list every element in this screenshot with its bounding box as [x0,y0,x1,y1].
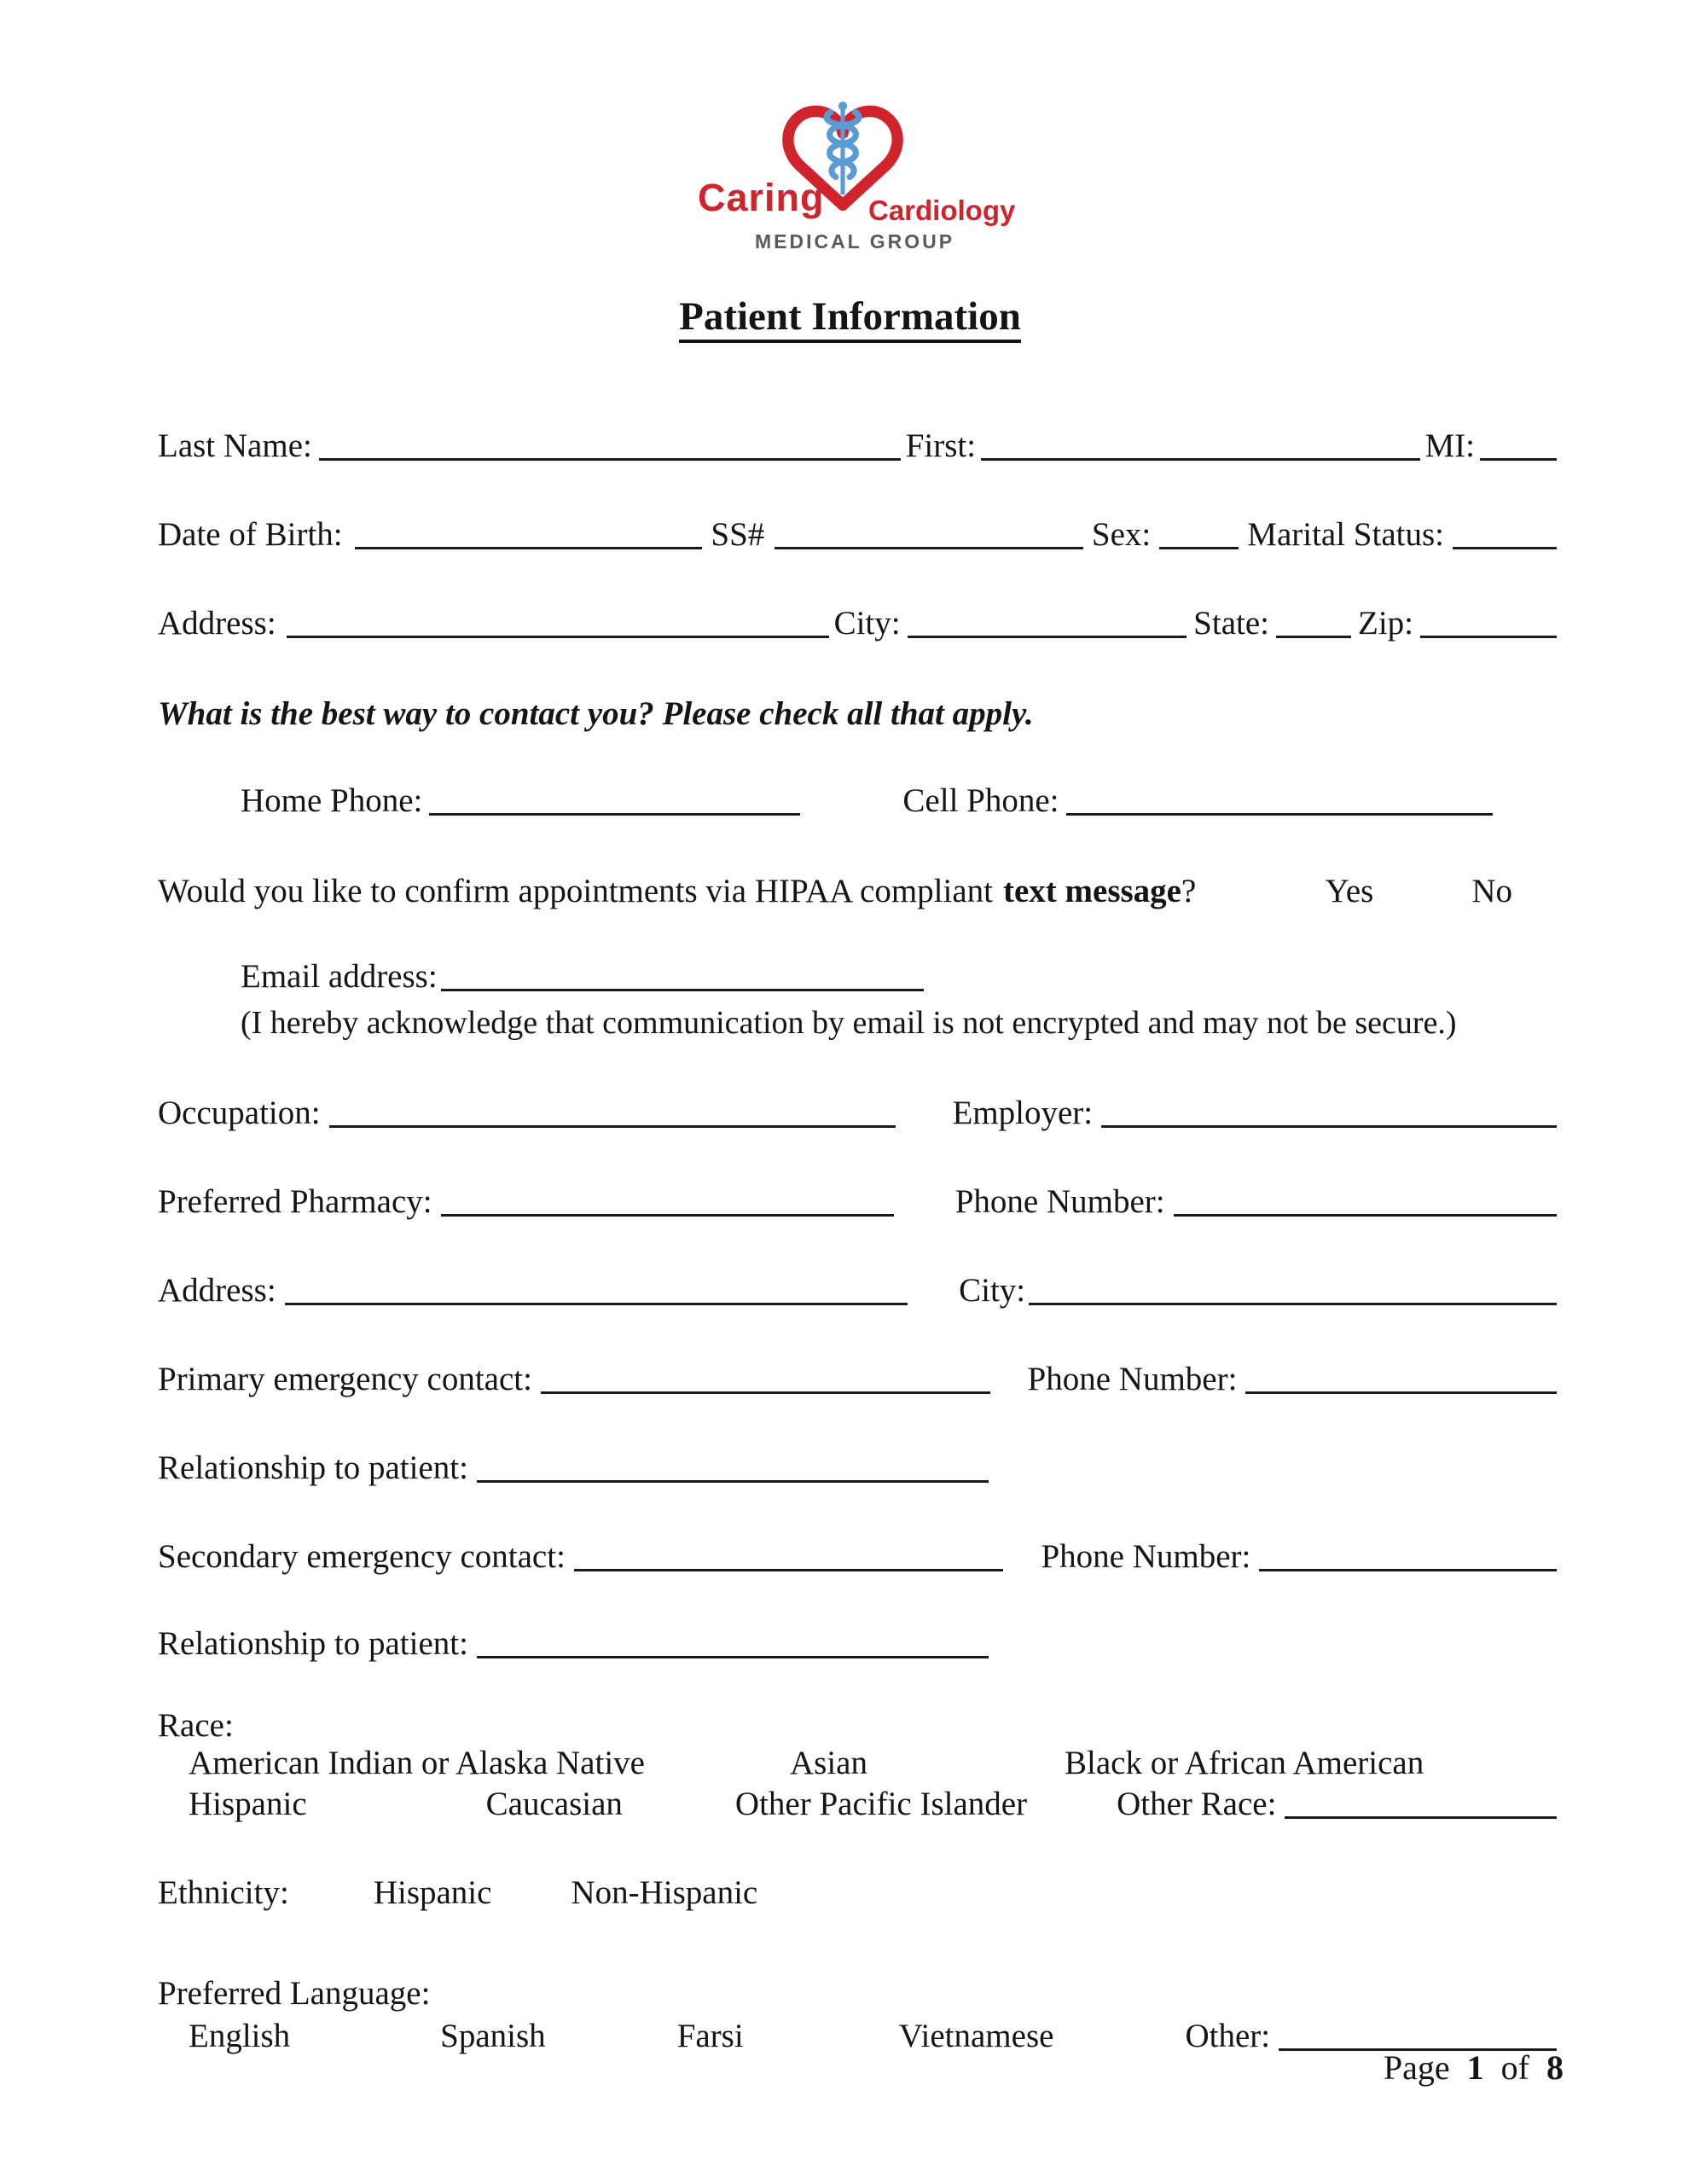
first-name-field[interactable] [981,458,1419,461]
secondary-contact-row [158,1531,1557,1577]
race-option-caucasian[interactable]: Caucasian [485,1786,623,1823]
ethnicity-option-non-hispanic[interactable]: Non-Hispanic [571,1874,758,1912]
page-title: Patient Information [679,294,1021,343]
zip-label: Zip: [1358,605,1413,642]
mi-label: MI: [1424,427,1475,465]
zip-field[interactable] [1420,636,1557,638]
pharmacy-label: Preferred Pharmacy: [158,1183,432,1221]
race-option-other-pacific[interactable]: Other Pacific Islander [734,1786,1028,1823]
race-label: Race: [158,1707,234,1745]
pharmacy-city-field[interactable] [1029,1303,1557,1305]
dob-label: Date of Birth: [158,516,343,554]
name-row [158,420,1557,466]
secondary-relationship-field[interactable] [477,1656,989,1658]
language-option-farsi[interactable]: Farsi [676,2018,744,2055]
primary-contact-field[interactable] [541,1391,990,1394]
language-option-vietnamese[interactable]: Vietnamese [898,2018,1054,2055]
primary-relationship-label: Relationship to patient: [158,1449,468,1487]
race-label-row [158,1699,1557,1745]
page-indicator [1384,2048,1564,2088]
secondary-contact-field[interactable] [574,1569,1004,1571]
occupation-row [158,1087,1557,1133]
occupation-label: Occupation: [158,1095,321,1132]
secondary-phone-label: Phone Number: [1041,1538,1251,1576]
pharmacy-field[interactable] [441,1214,894,1217]
address-label: Address: [158,605,276,642]
other-language-label: Other: [1185,2018,1271,2055]
pharmacy-row [158,1176,1557,1222]
total-pages: 8 [1546,2048,1564,2087]
dob-row [158,508,1557,555]
email-label: Email address: [241,958,438,996]
race-option-asian[interactable]: Asian [789,1745,867,1782]
employer-label: Employer: [952,1095,1094,1132]
primary-relationship-field[interactable] [477,1480,989,1483]
page-word: Page [1383,2048,1450,2087]
pharmacy-address-label: Address: [158,1272,276,1310]
other-race-label: Other Race: [1117,1786,1277,1823]
race-option-black[interactable]: Black or African American [1064,1745,1424,1782]
secondary-contact-label: Secondary emergency contact: [158,1538,566,1576]
primary-phone-label: Phone Number: [1027,1361,1238,1398]
email-field[interactable] [441,989,924,991]
race-options-row-1 [158,1740,1557,1783]
marital-status-field[interactable] [1453,547,1557,549]
last-name-field[interactable] [319,458,901,461]
secondary-phone-field[interactable] [1259,1569,1557,1571]
phones-row [158,775,1557,821]
mi-field[interactable] [1480,458,1557,461]
race-option-hispanic[interactable]: Hispanic [189,1786,307,1823]
home-phone-label: Home Phone: [241,782,423,820]
pharmacy-address-row [158,1264,1557,1310]
page-number: 1 [1466,2048,1484,2087]
logo-word-caring: Caring [698,176,825,219]
state-label: State: [1193,605,1269,642]
address-field[interactable] [287,636,829,638]
primary-contact-row [158,1353,1557,1399]
language-label-row [158,1967,1557,2013]
address-row [158,597,1557,643]
contact-heading: What is the best way to contact you? Please check all that apply. [158,695,1034,733]
pharmacy-phone-field[interactable] [1174,1214,1557,1217]
email-disclaimer: (I hereby acknowledge that communication by email is not encrypted and may not be secure.) [241,1005,1457,1042]
city-label: City: [833,605,901,642]
city-field[interactable] [908,636,1187,638]
pharmacy-phone-label: Phone Number: [954,1183,1165,1221]
state-field[interactable] [1276,636,1351,638]
email-row [158,950,1557,996]
cell-phone-field[interactable] [1066,813,1493,816]
primary-relationship-row [158,1442,1557,1488]
marital-status-label: Marital Status: [1247,516,1444,554]
ethnicity-option-hispanic[interactable]: Hispanic [373,1874,492,1912]
sex-field[interactable] [1159,547,1239,549]
ethnicity-label: Ethnicity: [158,1874,289,1912]
language-option-spanish[interactable]: Spanish [440,2018,546,2055]
ethnicity-row [158,1867,1557,1913]
email-disclaimer-row [158,996,1557,1043]
of-word: of [1500,2048,1529,2087]
occupation-field[interactable] [329,1125,896,1128]
secondary-relationship-row [158,1618,1557,1664]
confirm-question-text: Would you like to confirm appointments via HIPAA compliant [158,873,993,910]
no-option[interactable]: No [1471,873,1512,910]
pharmacy-address-field[interactable] [285,1303,908,1305]
logo-word-cardiology: Cardiology [868,195,1016,226]
confirm-question-mark: ? [1181,873,1197,910]
logo-subtitle: MEDICAL GROUP [754,230,955,253]
contact-heading-row [158,688,1557,734]
race-option-american-indian[interactable]: American Indian or Alaska Native [189,1745,645,1782]
primary-contact-label: Primary emergency contact: [158,1361,532,1398]
dob-field[interactable] [355,547,703,549]
primary-phone-field[interactable] [1245,1391,1557,1394]
text-confirm-row [158,865,1557,911]
first-name-label: First: [905,427,977,465]
last-name-label: Last Name: [158,427,312,465]
other-race-field[interactable] [1285,1816,1557,1819]
clinic-logo [688,97,1022,261]
home-phone-field[interactable] [429,813,800,816]
cell-phone-label: Cell Phone: [902,782,1059,820]
language-option-english[interactable]: English [189,2018,291,2055]
race-options-row-2 [158,1781,1557,1824]
language-options-row [158,2010,1557,2056]
ssn-label: SS# [711,516,765,554]
pharmacy-city-label: City: [959,1272,1026,1310]
sex-label: Sex: [1091,516,1152,554]
secondary-relationship-label: Relationship to patient: [158,1625,468,1663]
ssn-field[interactable] [775,547,1083,549]
confirm-question-bold: text message [1002,873,1181,910]
language-label: Preferred Language: [158,1975,431,2013]
employer-field[interactable] [1101,1125,1557,1128]
yes-option[interactable]: Yes [1325,873,1374,910]
